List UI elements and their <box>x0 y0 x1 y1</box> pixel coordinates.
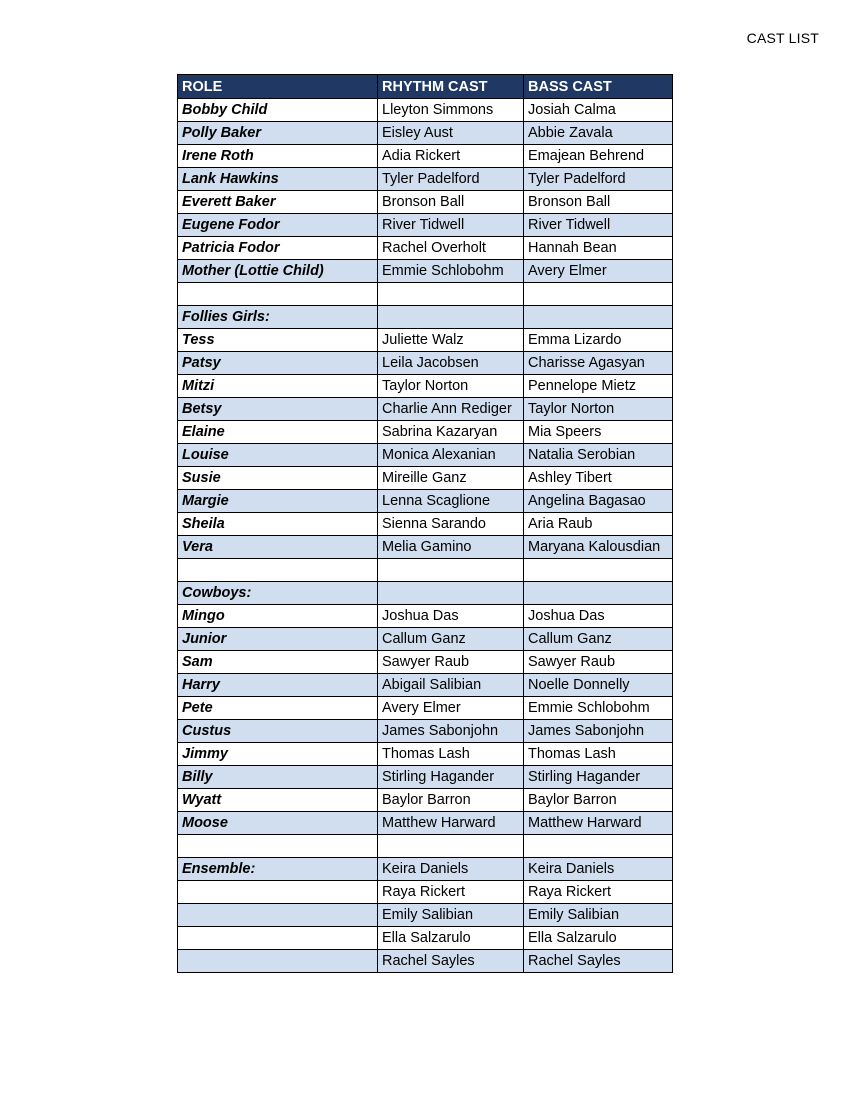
bass-cast-cell: Tyler Padelford <box>524 168 673 191</box>
bass-cast-cell: Josiah Calma <box>524 99 673 122</box>
bass-cast-cell: James Sabonjohn <box>524 720 673 743</box>
rhythm-cast-cell: Callum Ganz <box>378 628 524 651</box>
rhythm-cast-cell: Sabrina Kazaryan <box>378 421 524 444</box>
rhythm-cast-cell <box>378 582 524 605</box>
bass-cast-cell: Angelina Bagasao <box>524 490 673 513</box>
bass-cast-cell: Noelle Donnelly <box>524 674 673 697</box>
rhythm-cast-cell: Bronson Ball <box>378 191 524 214</box>
rhythm-cast-cell: Abigail Salibian <box>378 674 524 697</box>
rhythm-cast-cell: Rachel Sayles <box>378 950 524 973</box>
rhythm-cast-cell: Raya Rickert <box>378 881 524 904</box>
bass-cast-cell: Rachel Sayles <box>524 950 673 973</box>
bass-cast-cell: Emma Lizardo <box>524 329 673 352</box>
role-cell: Moose <box>178 812 378 835</box>
role-cell: Betsy <box>178 398 378 421</box>
rhythm-cast-cell: Eisley Aust <box>378 122 524 145</box>
table-row <box>178 904 673 927</box>
role-cell <box>178 283 378 306</box>
table-row <box>178 559 673 582</box>
role-cell <box>178 950 378 973</box>
table-row <box>178 122 673 145</box>
rhythm-cast-cell: Melia Gamino <box>378 536 524 559</box>
table-row <box>178 490 673 513</box>
rhythm-cast-cell: Lleyton Simmons <box>378 99 524 122</box>
bass-cast-cell: Hannah Bean <box>524 237 673 260</box>
bass-cast-cell: Joshua Das <box>524 605 673 628</box>
table-row <box>178 651 673 674</box>
role-cell: Patsy <box>178 352 378 375</box>
table-row <box>178 191 673 214</box>
role-cell: Junior <box>178 628 378 651</box>
table-row <box>178 674 673 697</box>
rhythm-cast-cell: Adia Rickert <box>378 145 524 168</box>
bass-cast-cell: Callum Ganz <box>524 628 673 651</box>
role-cell: Jimmy <box>178 743 378 766</box>
table-row <box>178 329 673 352</box>
table-row <box>178 858 673 881</box>
bass-cast-cell: Charisse Agasyan <box>524 352 673 375</box>
page-title: CAST LIST <box>746 30 819 46</box>
table-row <box>178 168 673 191</box>
rhythm-cast-cell: Emily Salibian <box>378 904 524 927</box>
rhythm-cast-cell: Tyler Padelford <box>378 168 524 191</box>
role-cell <box>178 881 378 904</box>
bass-cast-cell: Avery Elmer <box>524 260 673 283</box>
role-cell <box>178 904 378 927</box>
rhythm-cast-cell: Lenna Scaglione <box>378 490 524 513</box>
rhythm-cast-cell: River Tidwell <box>378 214 524 237</box>
role-cell: Mingo <box>178 605 378 628</box>
rhythm-cast-cell <box>378 559 524 582</box>
column-header-rhythm-cast: RHYTHM CAST <box>378 75 524 99</box>
rhythm-cast-cell: Matthew Harward <box>378 812 524 835</box>
table-row <box>178 237 673 260</box>
table-row <box>178 628 673 651</box>
table-row <box>178 398 673 421</box>
bass-cast-cell: Aria Raub <box>524 513 673 536</box>
table-row <box>178 283 673 306</box>
rhythm-cast-cell: Sawyer Raub <box>378 651 524 674</box>
table-row <box>178 582 673 605</box>
rhythm-cast-cell: Charlie Ann Rediger <box>378 398 524 421</box>
rhythm-cast-cell: Leila Jacobsen <box>378 352 524 375</box>
cast-table <box>177 74 673 973</box>
rhythm-cast-cell: James Sabonjohn <box>378 720 524 743</box>
role-cell: Patricia Fodor <box>178 237 378 260</box>
rhythm-cast-cell <box>378 306 524 329</box>
role-cell: Polly Baker <box>178 122 378 145</box>
role-cell: Elaine <box>178 421 378 444</box>
table-row <box>178 720 673 743</box>
role-cell: Irene Roth <box>178 145 378 168</box>
rhythm-cast-cell: Stirling Hagander <box>378 766 524 789</box>
rhythm-cast-cell: Thomas Lash <box>378 743 524 766</box>
rhythm-cast-cell: Taylor Norton <box>378 375 524 398</box>
bass-cast-cell: Taylor Norton <box>524 398 673 421</box>
bass-cast-cell <box>524 582 673 605</box>
table-row <box>178 375 673 398</box>
bass-cast-cell: Emily Salibian <box>524 904 673 927</box>
table-row <box>178 352 673 375</box>
bass-cast-cell: Ashley Tibert <box>524 467 673 490</box>
column-header-role: ROLE <box>178 75 378 99</box>
role-cell: Bobby Child <box>178 99 378 122</box>
bass-cast-cell: Baylor Barron <box>524 789 673 812</box>
column-header-bass-cast: BASS CAST <box>524 75 673 99</box>
table-row <box>178 766 673 789</box>
rhythm-cast-cell <box>378 283 524 306</box>
role-cell: Custus <box>178 720 378 743</box>
role-cell: Louise <box>178 444 378 467</box>
table-row <box>178 99 673 122</box>
table-row <box>178 467 673 490</box>
rhythm-cast-cell: Juliette Walz <box>378 329 524 352</box>
bass-cast-cell: Mia Speers <box>524 421 673 444</box>
rhythm-cast-cell <box>378 835 524 858</box>
header-row <box>178 75 673 99</box>
role-cell: Wyatt <box>178 789 378 812</box>
rhythm-cast-cell: Monica Alexanian <box>378 444 524 467</box>
role-cell: Eugene Fodor <box>178 214 378 237</box>
rhythm-cast-cell: Sienna Sarando <box>378 513 524 536</box>
bass-cast-cell: Matthew Harward <box>524 812 673 835</box>
table-row <box>178 145 673 168</box>
cast-table-body <box>178 99 673 973</box>
table-row <box>178 812 673 835</box>
rhythm-cast-cell: Rachel Overholt <box>378 237 524 260</box>
table-row <box>178 513 673 536</box>
table-row <box>178 743 673 766</box>
role-cell: Pete <box>178 697 378 720</box>
role-cell <box>178 835 378 858</box>
role-cell: Susie <box>178 467 378 490</box>
bass-cast-cell <box>524 835 673 858</box>
bass-cast-cell <box>524 559 673 582</box>
role-cell: Billy <box>178 766 378 789</box>
table-row <box>178 306 673 329</box>
rhythm-cast-cell: Emmie Schlobohm <box>378 260 524 283</box>
table-row <box>178 421 673 444</box>
role-cell: Harry <box>178 674 378 697</box>
bass-cast-cell: River Tidwell <box>524 214 673 237</box>
role-cell: Cowboys: <box>178 582 378 605</box>
table-row <box>178 927 673 950</box>
bass-cast-cell: Stirling Hagander <box>524 766 673 789</box>
rhythm-cast-cell: Baylor Barron <box>378 789 524 812</box>
bass-cast-cell <box>524 306 673 329</box>
role-cell: Ensemble: <box>178 858 378 881</box>
bass-cast-cell: Keira Daniels <box>524 858 673 881</box>
role-cell: Lank Hawkins <box>178 168 378 191</box>
table-row <box>178 835 673 858</box>
bass-cast-cell <box>524 283 673 306</box>
rhythm-cast-cell: Mireille Ganz <box>378 467 524 490</box>
bass-cast-cell: Bronson Ball <box>524 191 673 214</box>
bass-cast-cell: Emajean Behrend <box>524 145 673 168</box>
table-row <box>178 536 673 559</box>
table-row <box>178 789 673 812</box>
table-row <box>178 214 673 237</box>
role-cell: Sam <box>178 651 378 674</box>
bass-cast-cell: Ella Salzarulo <box>524 927 673 950</box>
bass-cast-cell: Emmie Schlobohm <box>524 697 673 720</box>
role-cell: Mitzi <box>178 375 378 398</box>
rhythm-cast-cell: Avery Elmer <box>378 697 524 720</box>
rhythm-cast-cell: Joshua Das <box>378 605 524 628</box>
table-row <box>178 881 673 904</box>
bass-cast-cell: Raya Rickert <box>524 881 673 904</box>
table-row <box>178 444 673 467</box>
rhythm-cast-cell: Keira Daniels <box>378 858 524 881</box>
table-row <box>178 260 673 283</box>
bass-cast-cell: Maryana Kalousdian <box>524 536 673 559</box>
role-cell: Tess <box>178 329 378 352</box>
role-cell: Mother (Lottie Child) <box>178 260 378 283</box>
bass-cast-cell: Sawyer Raub <box>524 651 673 674</box>
role-cell: Margie <box>178 490 378 513</box>
table-row <box>178 697 673 720</box>
bass-cast-cell: Thomas Lash <box>524 743 673 766</box>
role-cell: Sheila <box>178 513 378 536</box>
bass-cast-cell: Natalia Serobian <box>524 444 673 467</box>
role-cell: Everett Baker <box>178 191 378 214</box>
table-row <box>178 950 673 973</box>
role-cell <box>178 927 378 950</box>
bass-cast-cell: Pennelope Mietz <box>524 375 673 398</box>
role-cell: Vera <box>178 536 378 559</box>
rhythm-cast-cell: Ella Salzarulo <box>378 927 524 950</box>
role-cell: Follies Girls: <box>178 306 378 329</box>
role-cell <box>178 559 378 582</box>
table-row <box>178 605 673 628</box>
bass-cast-cell: Abbie Zavala <box>524 122 673 145</box>
